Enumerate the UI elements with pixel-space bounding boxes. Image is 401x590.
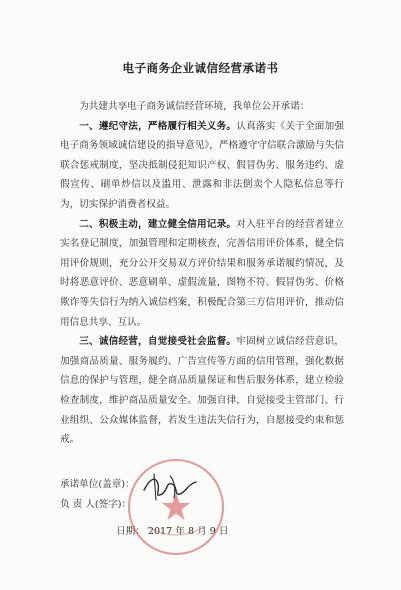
document-title: 电子商务企业诚信经营承诺书 <box>122 61 279 75</box>
section-1-heading: 一、遵纪守法，严格履行相关义务。 <box>79 120 237 132</box>
document-body <box>60 97 344 450</box>
intro-paragraph: 为共建共享电子商务诚信经营环境，我单位公开承诺： <box>79 101 310 112</box>
section-2-paragraph <box>60 215 344 333</box>
section-2-heading: 二、积极主动，建立健全信用记录。 <box>79 218 237 230</box>
signature-block <box>60 475 344 542</box>
person-label: 负 责 人(签字)： <box>60 498 132 510</box>
section-1-paragraph <box>60 117 344 215</box>
date-row <box>60 522 344 542</box>
handwritten-signature <box>140 470 200 504</box>
unit-row <box>60 475 344 495</box>
section-1-text: 认真落实《关于全面加强电子商务领域诚信建设的指导意见》，严格遵守守信联合激励与失信联合惩戒制度，坚决抵制侵犯知识产权、假冒伪劣、服务违约、虚假宣传、刷单炒信以及滥用、泄露和非法倒卖个人隐私信息等行为，切实保护消费者权益。 <box>60 120 345 210</box>
section-2-text: 对入驻平台的经营者建立实名登记制度，加强管理和定期核查，完善信用评价体系，健全信用评价规则，充分公开交易双方评价结果和服务承诺履约情况，及时将恶意评价、恶意刷单、虚假流量，图物不符、假冒伪劣、价格欺诈等失信行为纳入诚信档案，积极配合第三方信用评价，推动信用信息共享、互认。 <box>60 218 345 328</box>
unit-label: 承诺单位(盖章)： <box>60 479 135 490</box>
date-value: 2017 年 8 月 9 日 <box>147 526 229 538</box>
section-3-paragraph <box>60 332 344 450</box>
section-3-heading: 三、诚信经营，自觉接受社会监督。 <box>79 336 237 348</box>
person-row <box>60 495 344 515</box>
section-3-text: 牢固树立诚信经营意识，加强商品质量、服务履约、广告宣传等方面的信用管理，强化数据信息的保护与管理，健全商品质量保证和售后服务体系，建立检验检查制度，维护商品质量安全。加强自律，自觉接受主管部门、行业组织、公众媒体监督，若发生违法失信行为，自愿接受约束和惩戒。 <box>60 336 345 446</box>
date-label: 日期： <box>116 526 145 538</box>
